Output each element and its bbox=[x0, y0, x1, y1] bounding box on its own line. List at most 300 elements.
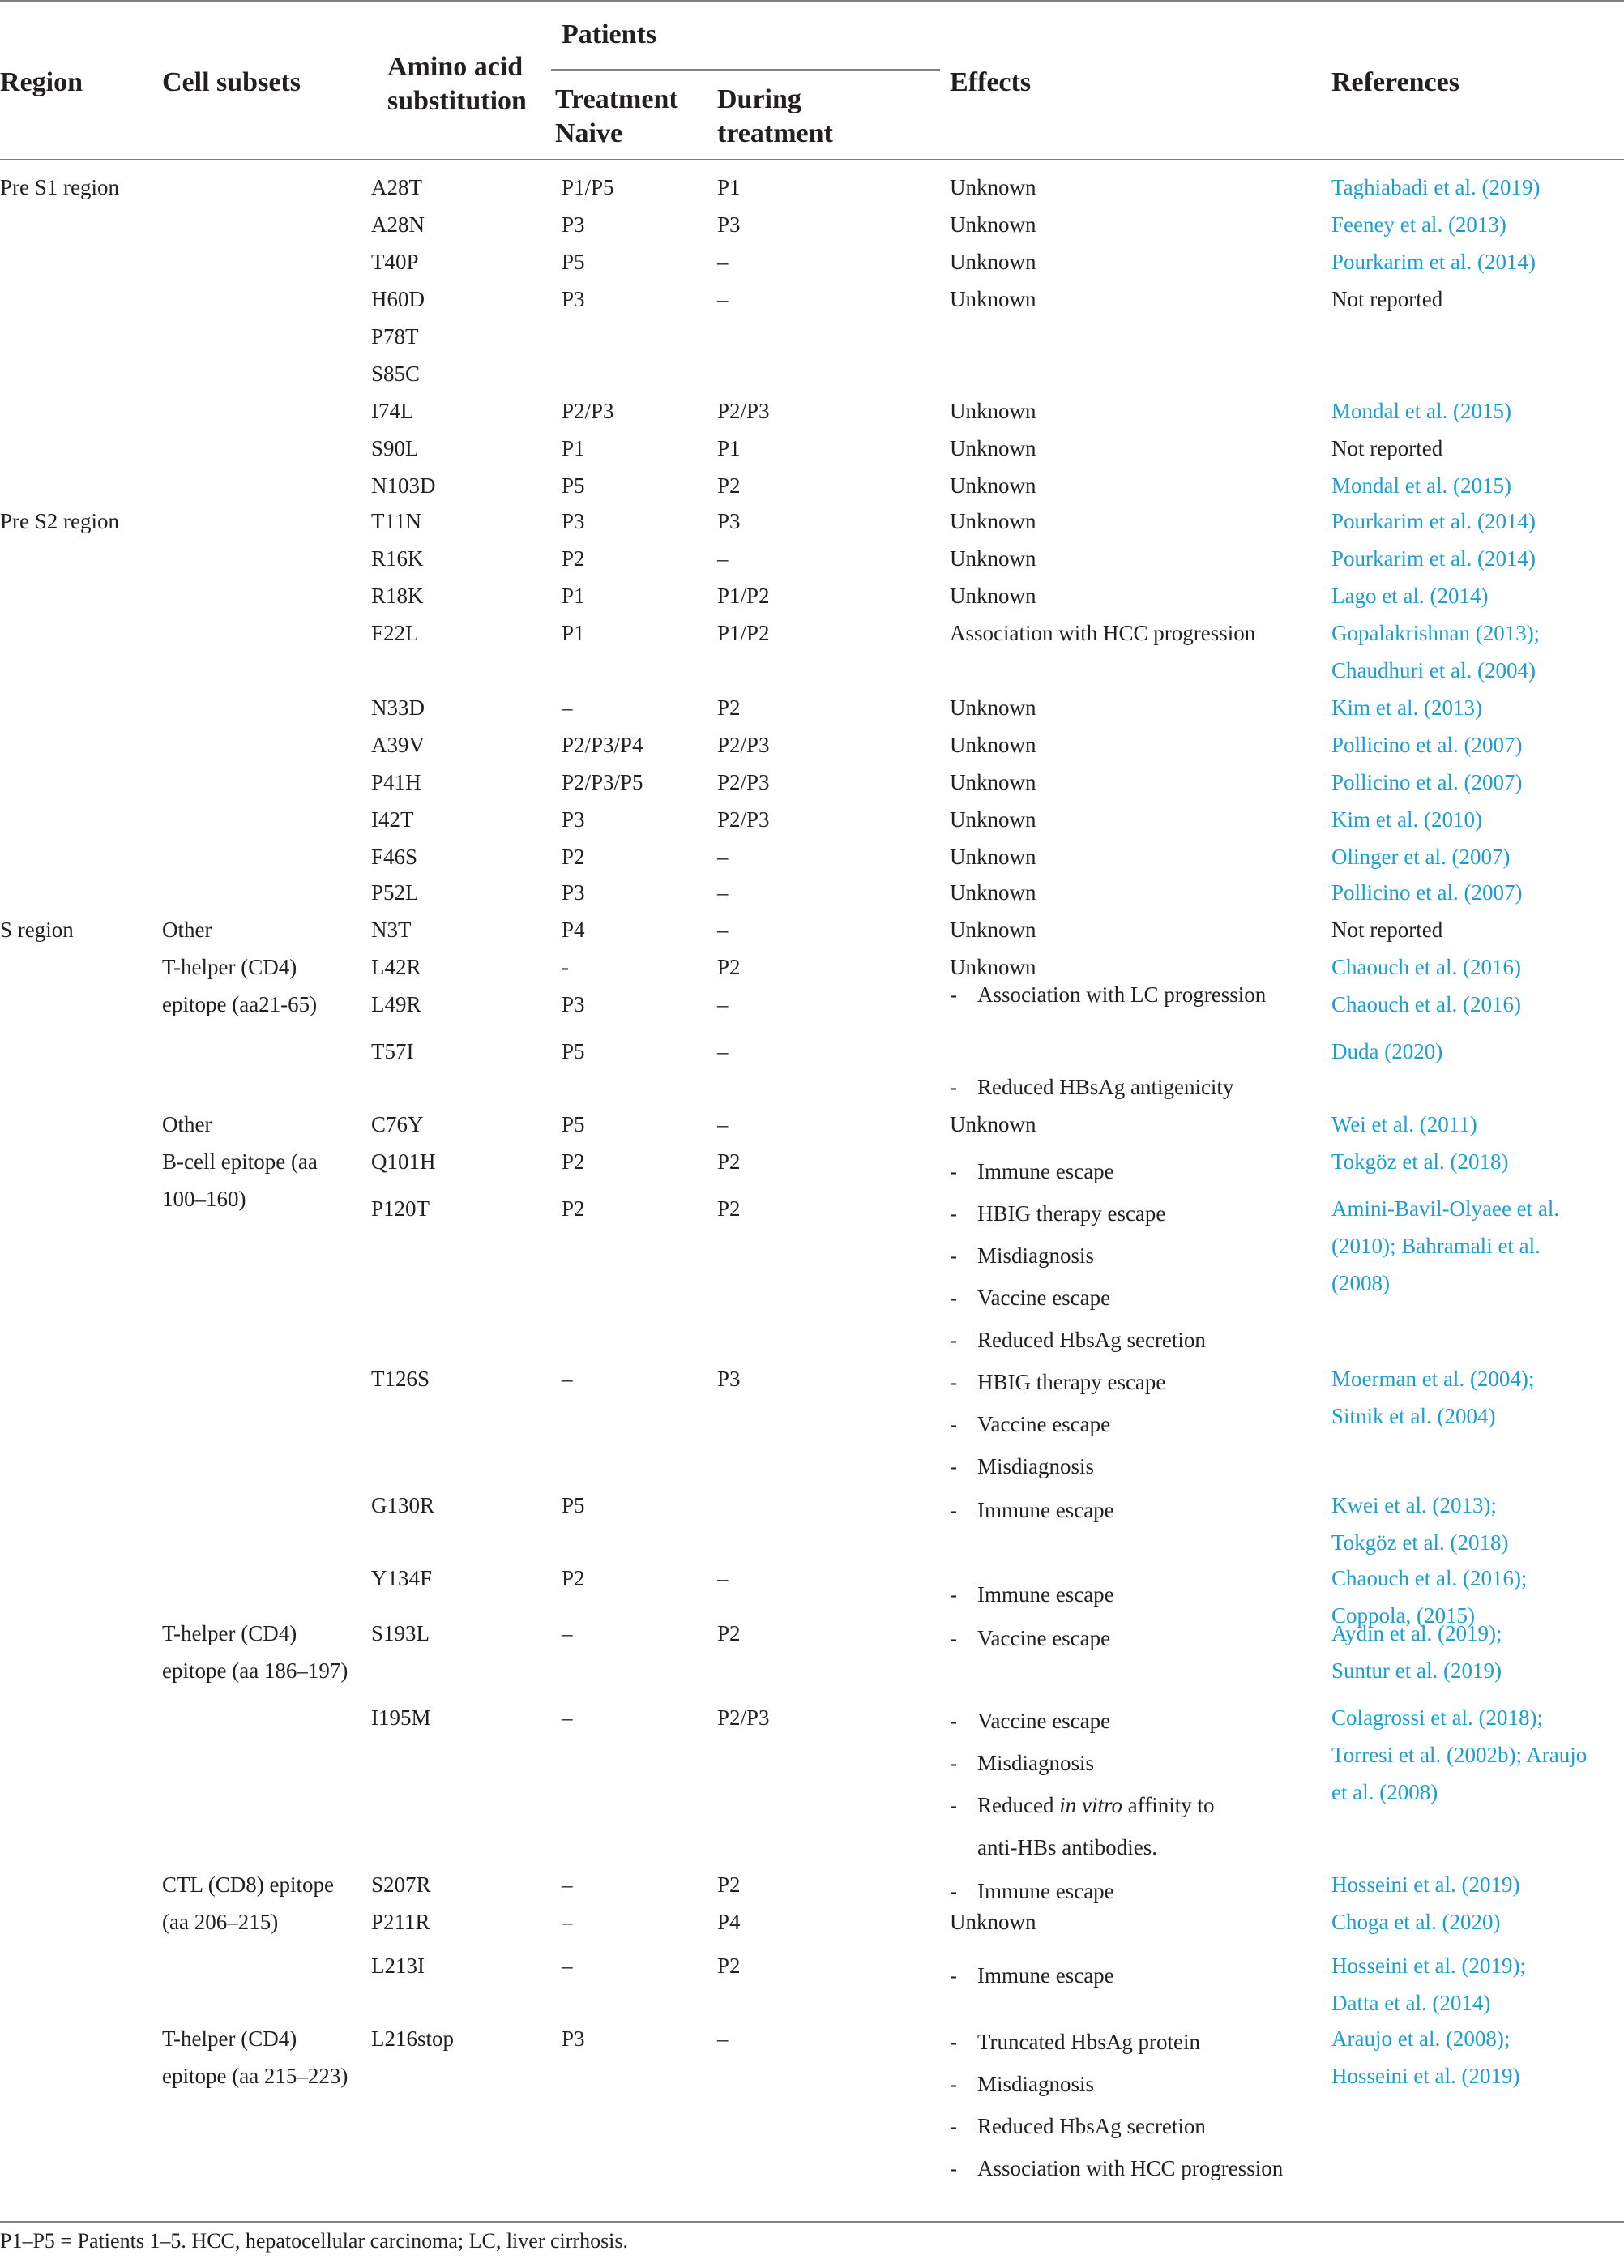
bullet-text: Reduced bbox=[977, 1793, 1060, 1817]
effect-cell: Unknown bbox=[950, 845, 1036, 869]
table-row bbox=[0, 1033, 1624, 1070]
treatment-naive-cell: P2 bbox=[562, 1149, 585, 1174]
treatment-naive-cell: P5 bbox=[562, 1112, 585, 1136]
reference-cell[interactable]: Colagrossi et al. (2018); bbox=[1331, 1705, 1543, 1730]
treatment-naive-cell: – bbox=[562, 1621, 573, 1645]
reference-cell[interactable]: Coppola, (2015) bbox=[1331, 1603, 1475, 1628]
reference-cell[interactable]: Lago et al. (2014) bbox=[1331, 584, 1489, 608]
treatment-naive-cell: P5 bbox=[562, 1493, 585, 1517]
treatment-naive-cell: P3 bbox=[562, 2026, 585, 2051]
table-row bbox=[0, 1190, 1624, 1227]
table-row bbox=[0, 1265, 1624, 1302]
bullet-dash: - bbox=[950, 2072, 957, 2096]
reference-cell[interactable]: Sitnik et al. (2004) bbox=[1331, 1404, 1496, 1428]
table-row bbox=[0, 503, 1624, 540]
table-row bbox=[0, 467, 1624, 504]
reference-cell[interactable]: Kim et al. (2013) bbox=[1331, 695, 1482, 720]
effect-bullet bbox=[950, 1872, 1114, 1910]
during-treatment-cell: – bbox=[717, 1566, 729, 1590]
effect-bullet bbox=[950, 2023, 1200, 2060]
reference-cell[interactable]: Tokgöz et al. (2018) bbox=[1331, 1530, 1509, 1555]
effect-bullet bbox=[950, 1787, 1214, 1824]
bullet-dash: - bbox=[950, 1201, 957, 1226]
table-row bbox=[0, 986, 1624, 1023]
treatment-naive-cell: P2/P3/P4 bbox=[562, 733, 643, 757]
treatment-naive-cell: – bbox=[562, 695, 573, 720]
table-row bbox=[0, 614, 1624, 652]
effect-cell: Unknown bbox=[950, 436, 1036, 460]
reference-cell[interactable]: Choga et al. (2020) bbox=[1331, 1910, 1501, 1934]
amino-acid-cell: L49R bbox=[371, 992, 421, 1016]
treatment-naive-cell: P1 bbox=[562, 584, 585, 608]
table-row bbox=[0, 1774, 1624, 1811]
during-treatment-cell: P2/P3 bbox=[717, 399, 770, 423]
table-row bbox=[0, 1227, 1624, 1265]
table-row bbox=[0, 874, 1624, 911]
table-row bbox=[0, 726, 1624, 764]
effect-cell: Unknown bbox=[950, 287, 1036, 311]
reference-cell[interactable]: Pourkarim et al. (2014) bbox=[1331, 546, 1536, 571]
table-row bbox=[0, 801, 1624, 838]
header-during-treatment-line1: During bbox=[717, 84, 801, 114]
during-treatment-cell: P1 bbox=[717, 175, 741, 199]
table-row bbox=[0, 689, 1624, 726]
bullet-text: Reduced HBsAg antigenicity bbox=[977, 1075, 1234, 1099]
amino-acid-cell: I74L bbox=[371, 399, 414, 423]
table-row bbox=[0, 355, 1624, 392]
table-row bbox=[0, 243, 1624, 280]
during-treatment-cell: – bbox=[717, 880, 729, 905]
during-treatment-cell: P4 bbox=[717, 1910, 741, 1934]
reference-cell[interactable]: Hosseini et al. (2019); bbox=[1331, 1953, 1526, 1978]
reference-cell[interactable]: Araujo et al. (2008); bbox=[1331, 2026, 1511, 2051]
bullet-text: Immune escape bbox=[977, 1498, 1114, 1522]
reference-cell[interactable]: (2010); Bahramali et al. bbox=[1331, 1234, 1541, 1258]
effect-bullet bbox=[950, 1153, 1114, 1190]
bullet-text: Truncated HbsAg protein bbox=[977, 2030, 1200, 2054]
bullet-dash: - bbox=[950, 1709, 957, 1733]
during-treatment-cell: P3 bbox=[717, 509, 741, 533]
amino-acid-cell: N33D bbox=[371, 695, 425, 720]
amino-acid-cell: I195M bbox=[371, 1705, 431, 1730]
table-row bbox=[0, 1615, 1624, 1652]
treatment-naive-cell: P3 bbox=[562, 509, 585, 533]
bullet-text-after: affinity to bbox=[1122, 1793, 1215, 1817]
amino-acid-cell: A28T bbox=[371, 175, 422, 199]
during-treatment-cell: P2/P3 bbox=[717, 770, 770, 794]
amino-acid-cell: F22L bbox=[371, 621, 419, 645]
cell-subset-label: Other bbox=[162, 918, 212, 942]
table-row bbox=[0, 1487, 1624, 1524]
bullet-text: Immune escape bbox=[977, 1582, 1114, 1607]
effect-cell: Unknown bbox=[950, 250, 1036, 274]
table-row bbox=[0, 430, 1624, 467]
bullet-dash: - bbox=[950, 982, 957, 1007]
bullet-dash: - bbox=[950, 1498, 957, 1522]
table-row bbox=[0, 2020, 1624, 2057]
cell-subset-label: epitope (aa 215–223) bbox=[162, 2064, 348, 2088]
bullet-text: Vaccine escape bbox=[977, 1286, 1111, 1310]
reference-cell[interactable]: Datta et al. (2014) bbox=[1331, 1991, 1491, 2015]
during-treatment-cell: P2 bbox=[717, 473, 741, 498]
table-row bbox=[0, 764, 1624, 801]
effect-bullet bbox=[950, 2065, 1094, 2103]
bullet-text: Reduced HbsAg secretion bbox=[977, 2114, 1206, 2138]
header-cell-subsets: Cell subsets bbox=[162, 67, 301, 97]
during-treatment-cell: – bbox=[717, 546, 729, 571]
reference-cell[interactable]: (2008) bbox=[1331, 1271, 1390, 1295]
reference-cell: Not reported bbox=[1331, 918, 1443, 942]
amino-acid-cell: N3T bbox=[371, 918, 412, 942]
effect-cell: Unknown bbox=[950, 1112, 1036, 1136]
table-row bbox=[0, 169, 1624, 206]
amino-acid-cell: L216stop bbox=[371, 2026, 455, 2051]
region-label: Pre S2 region bbox=[0, 509, 119, 533]
treatment-naive-cell: P2/P3/P5 bbox=[562, 770, 643, 794]
reference-cell[interactable]: Chaouch et al. (2016); bbox=[1331, 1566, 1528, 1590]
cell-subset-label: T-helper (CD4) bbox=[162, 1621, 297, 1645]
amino-acid-cell: P78T bbox=[371, 324, 419, 349]
during-treatment-cell: P1 bbox=[717, 436, 741, 460]
amino-acid-cell: S90L bbox=[371, 436, 419, 460]
during-treatment-cell: P1/P2 bbox=[717, 584, 770, 608]
reference-cell[interactable]: Hosseini et al. (2019) bbox=[1331, 1872, 1520, 1897]
during-treatment-cell: P3 bbox=[717, 1367, 741, 1391]
during-treatment-cell: – bbox=[717, 250, 729, 274]
treatment-naive-cell: P2 bbox=[562, 546, 585, 571]
reference-cell[interactable]: Aydin et al. (2019); bbox=[1331, 1621, 1502, 1645]
cell-subset-label: T-helper (CD4) bbox=[162, 2026, 297, 2051]
reference-cell[interactable]: Pollicino et al. (2007) bbox=[1331, 770, 1523, 794]
treatment-naive-cell: – bbox=[562, 1367, 573, 1391]
amino-acid-cell: F46S bbox=[371, 845, 418, 869]
table-row bbox=[0, 280, 1624, 318]
cell-subset-label: epitope (aa21-65) bbox=[162, 992, 318, 1016]
during-treatment-cell: – bbox=[717, 845, 729, 869]
treatment-naive-cell: P2 bbox=[562, 1566, 585, 1590]
cell-subset-label: epitope (aa 186–197) bbox=[162, 1658, 348, 1683]
amino-acid-cell: N103D bbox=[371, 473, 436, 498]
during-treatment-cell: P2/P3 bbox=[717, 807, 770, 832]
table-row bbox=[0, 206, 1624, 243]
reference-cell[interactable]: Chaouch et al. (2016) bbox=[1331, 992, 1521, 1016]
effect-bullet bbox=[950, 1068, 1233, 1106]
amino-acid-cell: S85C bbox=[371, 362, 421, 386]
table-row bbox=[0, 1106, 1624, 1143]
bullet-dash: - bbox=[950, 2114, 957, 2138]
table-row bbox=[0, 911, 1624, 948]
effect-bullet bbox=[950, 1829, 1157, 1866]
during-treatment-cell: P1/P2 bbox=[717, 621, 770, 645]
during-treatment-cell: P3 bbox=[717, 212, 741, 237]
effect-bullet bbox=[950, 1491, 1114, 1529]
during-treatment-cell: P2 bbox=[717, 1621, 741, 1645]
amino-acid-cell: P41H bbox=[371, 770, 421, 794]
cell-subset-label: (aa 206–215) bbox=[162, 1910, 279, 1934]
bullet-dash: - bbox=[950, 1879, 957, 1903]
bullet-dash: - bbox=[950, 1159, 957, 1183]
bullet-text: Immune escape bbox=[977, 1963, 1114, 1988]
during-treatment-cell: – bbox=[717, 992, 729, 1016]
during-treatment-cell: – bbox=[717, 1039, 729, 1063]
effect-cell: Unknown bbox=[950, 584, 1036, 608]
bullet-dash: - bbox=[950, 1963, 957, 1988]
bullet-dash: - bbox=[950, 1243, 957, 1268]
amino-acid-cell: T11N bbox=[371, 509, 421, 533]
bullet-dash: - bbox=[950, 2030, 957, 2054]
bullet-text: Immune escape bbox=[977, 1879, 1114, 1903]
effect-cell: Unknown bbox=[950, 1910, 1036, 1934]
reference-cell[interactable]: Suntur et al. (2019) bbox=[1331, 1658, 1502, 1683]
region-label: Pre S1 region bbox=[0, 175, 119, 199]
treatment-naive-cell: P3 bbox=[562, 807, 585, 832]
cell-subset-label: T-helper (CD4) bbox=[162, 955, 297, 979]
reference-cell[interactable]: Gopalakrishnan (2013); bbox=[1331, 621, 1541, 645]
table-row bbox=[0, 1736, 1624, 1774]
table-row bbox=[0, 1560, 1624, 1597]
reference-cell[interactable]: Torresi et al. (2002b); Araujo bbox=[1331, 1743, 1588, 1767]
treatment-naive-cell: P3 bbox=[562, 992, 585, 1016]
reference-cell[interactable]: Kwei et al. (2013); bbox=[1331, 1493, 1497, 1517]
treatment-naive-cell: – bbox=[562, 1953, 573, 1978]
treatment-naive-cell: P4 bbox=[562, 918, 585, 942]
table-row bbox=[0, 540, 1624, 577]
treatment-naive-cell: P2 bbox=[562, 1196, 585, 1221]
header-amino-acid-line1: Amino acid bbox=[387, 52, 524, 82]
treatment-naive-cell: – bbox=[562, 1872, 573, 1897]
effect-bullet bbox=[950, 2150, 1283, 2187]
effect-cell: Unknown bbox=[950, 212, 1036, 237]
table-footnote: P1–P5 = Patients 1–5. HCC, hepatocellular carcinoma; LC, liver cirrhosis. bbox=[0, 2229, 629, 2253]
effect-cell: Unknown bbox=[950, 509, 1036, 533]
amino-acid-cell: R16K bbox=[371, 546, 424, 571]
treatment-naive-cell: - bbox=[562, 955, 569, 979]
during-treatment-cell: P2 bbox=[717, 1872, 741, 1897]
amino-acid-cell: G130R bbox=[371, 1493, 435, 1517]
treatment-naive-cell: P3 bbox=[562, 212, 585, 237]
effect-bullet bbox=[950, 1321, 1206, 1359]
bullet-text: Association with HCC progression bbox=[977, 2156, 1284, 2180]
bullet-dash: - bbox=[950, 1412, 957, 1436]
table-row bbox=[0, 392, 1624, 430]
treatment-naive-cell: – bbox=[562, 1705, 573, 1730]
header-references: References bbox=[1331, 67, 1459, 97]
effect-cell: Unknown bbox=[950, 733, 1036, 757]
during-treatment-cell: – bbox=[717, 918, 729, 942]
bullet-dash: - bbox=[950, 1370, 957, 1394]
bullet-dash: - bbox=[950, 1751, 957, 1775]
effect-cell: Unknown bbox=[950, 955, 1036, 979]
amino-acid-cell: S207R bbox=[371, 1872, 431, 1897]
effect-bullet bbox=[950, 1448, 1094, 1485]
treatment-naive-cell: P1 bbox=[562, 436, 585, 460]
amino-acid-cell: L42R bbox=[371, 955, 421, 979]
reference-cell[interactable]: Feeney et al. (2013) bbox=[1331, 212, 1506, 237]
table-row bbox=[0, 1699, 1624, 1736]
amino-acid-cell: Y134F bbox=[371, 1566, 433, 1590]
reference-cell[interactable]: Amini-Bavil-Olyaee et al. bbox=[1331, 1196, 1560, 1221]
reference-cell[interactable]: Mondal et al. (2015) bbox=[1331, 399, 1511, 423]
amino-acid-cell: P211R bbox=[371, 1910, 430, 1934]
reference-cell: Not reported bbox=[1331, 436, 1443, 460]
table-row bbox=[0, 652, 1624, 689]
during-treatment-cell: P2 bbox=[717, 1149, 741, 1174]
bullet-text: Misdiagnosis bbox=[977, 1243, 1095, 1268]
bullet-dash: - bbox=[950, 1075, 957, 1099]
reference-cell[interactable]: Chaouch et al. (2016) bbox=[1331, 955, 1521, 979]
effect-bullet bbox=[950, 1957, 1114, 1994]
table-row bbox=[0, 1947, 1624, 1984]
header-region: Region bbox=[0, 67, 83, 97]
bullet-text: Vaccine escape bbox=[977, 1412, 1111, 1436]
table-row bbox=[0, 2057, 1624, 2095]
amino-acid-cell: A39V bbox=[371, 733, 425, 757]
table-row bbox=[0, 838, 1624, 875]
bullet-text: Misdiagnosis bbox=[977, 1751, 1095, 1775]
table-top-rule bbox=[0, 0, 1624, 2]
bullet-dash: - bbox=[950, 1286, 957, 1310]
bullet-text: anti-HBs antibodies. bbox=[977, 1835, 1157, 1859]
during-treatment-cell: – bbox=[717, 287, 729, 311]
effect-cell: Unknown bbox=[950, 546, 1036, 571]
amino-acid-cell: C76Y bbox=[371, 1112, 424, 1136]
effect-bullet bbox=[950, 1195, 1165, 1232]
bullet-text: Association with LC progression bbox=[977, 982, 1267, 1007]
reference-cell[interactable]: Kim et al. (2010) bbox=[1331, 807, 1482, 832]
effect-bullet bbox=[950, 2108, 1206, 2145]
during-treatment-cell: P2 bbox=[717, 955, 741, 979]
effect-cell: Unknown bbox=[950, 473, 1036, 498]
amino-acid-cell: T126S bbox=[371, 1367, 430, 1391]
amino-acid-cell: Q101H bbox=[371, 1149, 436, 1174]
treatment-naive-cell: P3 bbox=[562, 880, 585, 905]
effect-bullet bbox=[950, 1744, 1094, 1782]
reference-cell[interactable]: Wei et al. (2011) bbox=[1331, 1112, 1477, 1136]
table-row bbox=[0, 1652, 1624, 1689]
bullet-text: Vaccine escape bbox=[977, 1626, 1111, 1650]
table-row bbox=[0, 948, 1624, 986]
table-row bbox=[0, 1143, 1624, 1180]
treatment-naive-cell: P1/P5 bbox=[562, 175, 614, 199]
reference-cell[interactable]: Mondal et al. (2015) bbox=[1331, 473, 1511, 498]
effect-cell: Unknown bbox=[950, 918, 1036, 942]
reference-cell[interactable]: Pourkarim et al. (2014) bbox=[1331, 250, 1536, 274]
during-treatment-cell: – bbox=[717, 2026, 729, 2051]
table-row bbox=[0, 1903, 1624, 1941]
during-treatment-cell: – bbox=[717, 1112, 729, 1136]
bullet-text: Misdiagnosis bbox=[977, 1454, 1095, 1478]
during-treatment-cell: P2 bbox=[717, 1196, 741, 1221]
effect-bullet bbox=[950, 1406, 1110, 1443]
header-bottom-rule bbox=[0, 159, 1624, 160]
reference-cell[interactable]: Hosseini et al. (2019) bbox=[1331, 2064, 1520, 2088]
amino-acid-cell: R18K bbox=[371, 584, 424, 608]
region-label: S region bbox=[0, 918, 74, 942]
effect-bullet bbox=[950, 1620, 1110, 1657]
amino-acid-cell: A28N bbox=[371, 212, 425, 237]
bullet-text: Immune escape bbox=[977, 1159, 1114, 1183]
during-treatment-cell: P2/P3 bbox=[717, 1705, 770, 1730]
bullet-dash: - bbox=[950, 1454, 957, 1478]
bullet-dash: - bbox=[950, 1328, 957, 1352]
effect-cell: Unknown bbox=[950, 175, 1036, 199]
reference-cell[interactable]: Pourkarim et al. (2014) bbox=[1331, 509, 1536, 533]
table-row bbox=[0, 1524, 1624, 1561]
header-patients: Patients bbox=[562, 19, 657, 49]
amino-acid-cell: T40P bbox=[371, 250, 419, 274]
header-effects: Effects bbox=[950, 67, 1032, 97]
effect-cell: Unknown bbox=[950, 880, 1036, 905]
cell-subset-label: B-cell epitope (aa bbox=[162, 1149, 318, 1174]
treatment-naive-cell: P5 bbox=[562, 1039, 585, 1063]
bullet-text: HBIG therapy escape bbox=[977, 1370, 1166, 1394]
effect-bullet bbox=[950, 1576, 1114, 1613]
treatment-naive-cell: P5 bbox=[562, 250, 585, 274]
during-treatment-cell: P2 bbox=[717, 695, 741, 720]
reference-cell[interactable]: Olinger et al. (2007) bbox=[1331, 845, 1511, 869]
bullet-dash: - bbox=[950, 1626, 957, 1650]
reference-cell[interactable]: Chaudhuri et al. (2004) bbox=[1331, 658, 1536, 683]
bullet-dash: - bbox=[950, 1793, 957, 1817]
effect-bullet bbox=[950, 1702, 1110, 1740]
header-amino-acid-line2: substitution bbox=[387, 86, 527, 116]
bullet-italic-text: in vitro bbox=[1059, 1793, 1122, 1817]
bullet-text: Reduced HbsAg secretion bbox=[977, 1328, 1206, 1352]
reference-cell[interactable]: Duda (2020) bbox=[1331, 1039, 1443, 1063]
effect-bullet bbox=[950, 1237, 1094, 1274]
effect-bullet bbox=[950, 1279, 1110, 1316]
treatment-naive-cell: – bbox=[562, 1910, 573, 1934]
effect-cell: Unknown bbox=[950, 770, 1036, 794]
reference-cell[interactable]: Pollicino et al. (2007) bbox=[1331, 733, 1523, 757]
header-during-treatment-line2: treatment bbox=[717, 118, 833, 148]
effect-cell: Unknown bbox=[950, 695, 1036, 720]
table-row bbox=[0, 1984, 1624, 2022]
bullet-dash: - bbox=[950, 1582, 957, 1607]
amino-acid-cell: L213I bbox=[371, 1953, 425, 1978]
treatment-naive-cell: P2/P3 bbox=[562, 399, 614, 423]
reference-cell[interactable]: Moerman et al. (2004); bbox=[1331, 1367, 1535, 1391]
amino-acid-cell: P120T bbox=[371, 1196, 430, 1221]
amino-acid-cell: S193L bbox=[371, 1621, 430, 1645]
bullet-text: HBIG therapy escape bbox=[977, 1201, 1166, 1226]
table-row bbox=[0, 1360, 1624, 1397]
table-bottom-rule bbox=[0, 2221, 1624, 2223]
table-row bbox=[0, 1397, 1624, 1435]
reference-cell[interactable]: et al. (2008) bbox=[1331, 1780, 1438, 1804]
bullet-text: Vaccine escape bbox=[977, 1709, 1111, 1733]
treatment-naive-cell: P1 bbox=[562, 621, 585, 645]
effect-bullet bbox=[950, 1363, 1165, 1401]
treatment-naive-cell: P3 bbox=[562, 287, 585, 311]
patients-group-rule bbox=[551, 69, 940, 71]
header-treatment-naive-line1: Treatment bbox=[555, 84, 678, 114]
effect-bullet bbox=[950, 976, 1266, 1013]
reference-cell[interactable]: Taghiabadi et al. (2019) bbox=[1331, 175, 1541, 199]
reference-cell: Not reported bbox=[1331, 287, 1443, 311]
table-row bbox=[0, 1866, 1624, 1903]
amino-acid-cell: P52L bbox=[371, 880, 419, 905]
effect-cell: Unknown bbox=[950, 807, 1036, 832]
table-row bbox=[0, 318, 1624, 355]
during-treatment-cell: P2 bbox=[717, 1953, 741, 1978]
cell-subset-label: Other bbox=[162, 1112, 212, 1136]
reference-cell[interactable]: Tokgöz et al. (2018) bbox=[1331, 1149, 1509, 1174]
treatment-naive-cell: P2 bbox=[562, 845, 585, 869]
reference-cell[interactable]: Pollicino et al. (2007) bbox=[1331, 880, 1523, 905]
treatment-naive-cell: P5 bbox=[562, 473, 585, 498]
cell-subset-label: 100–160) bbox=[162, 1187, 246, 1211]
